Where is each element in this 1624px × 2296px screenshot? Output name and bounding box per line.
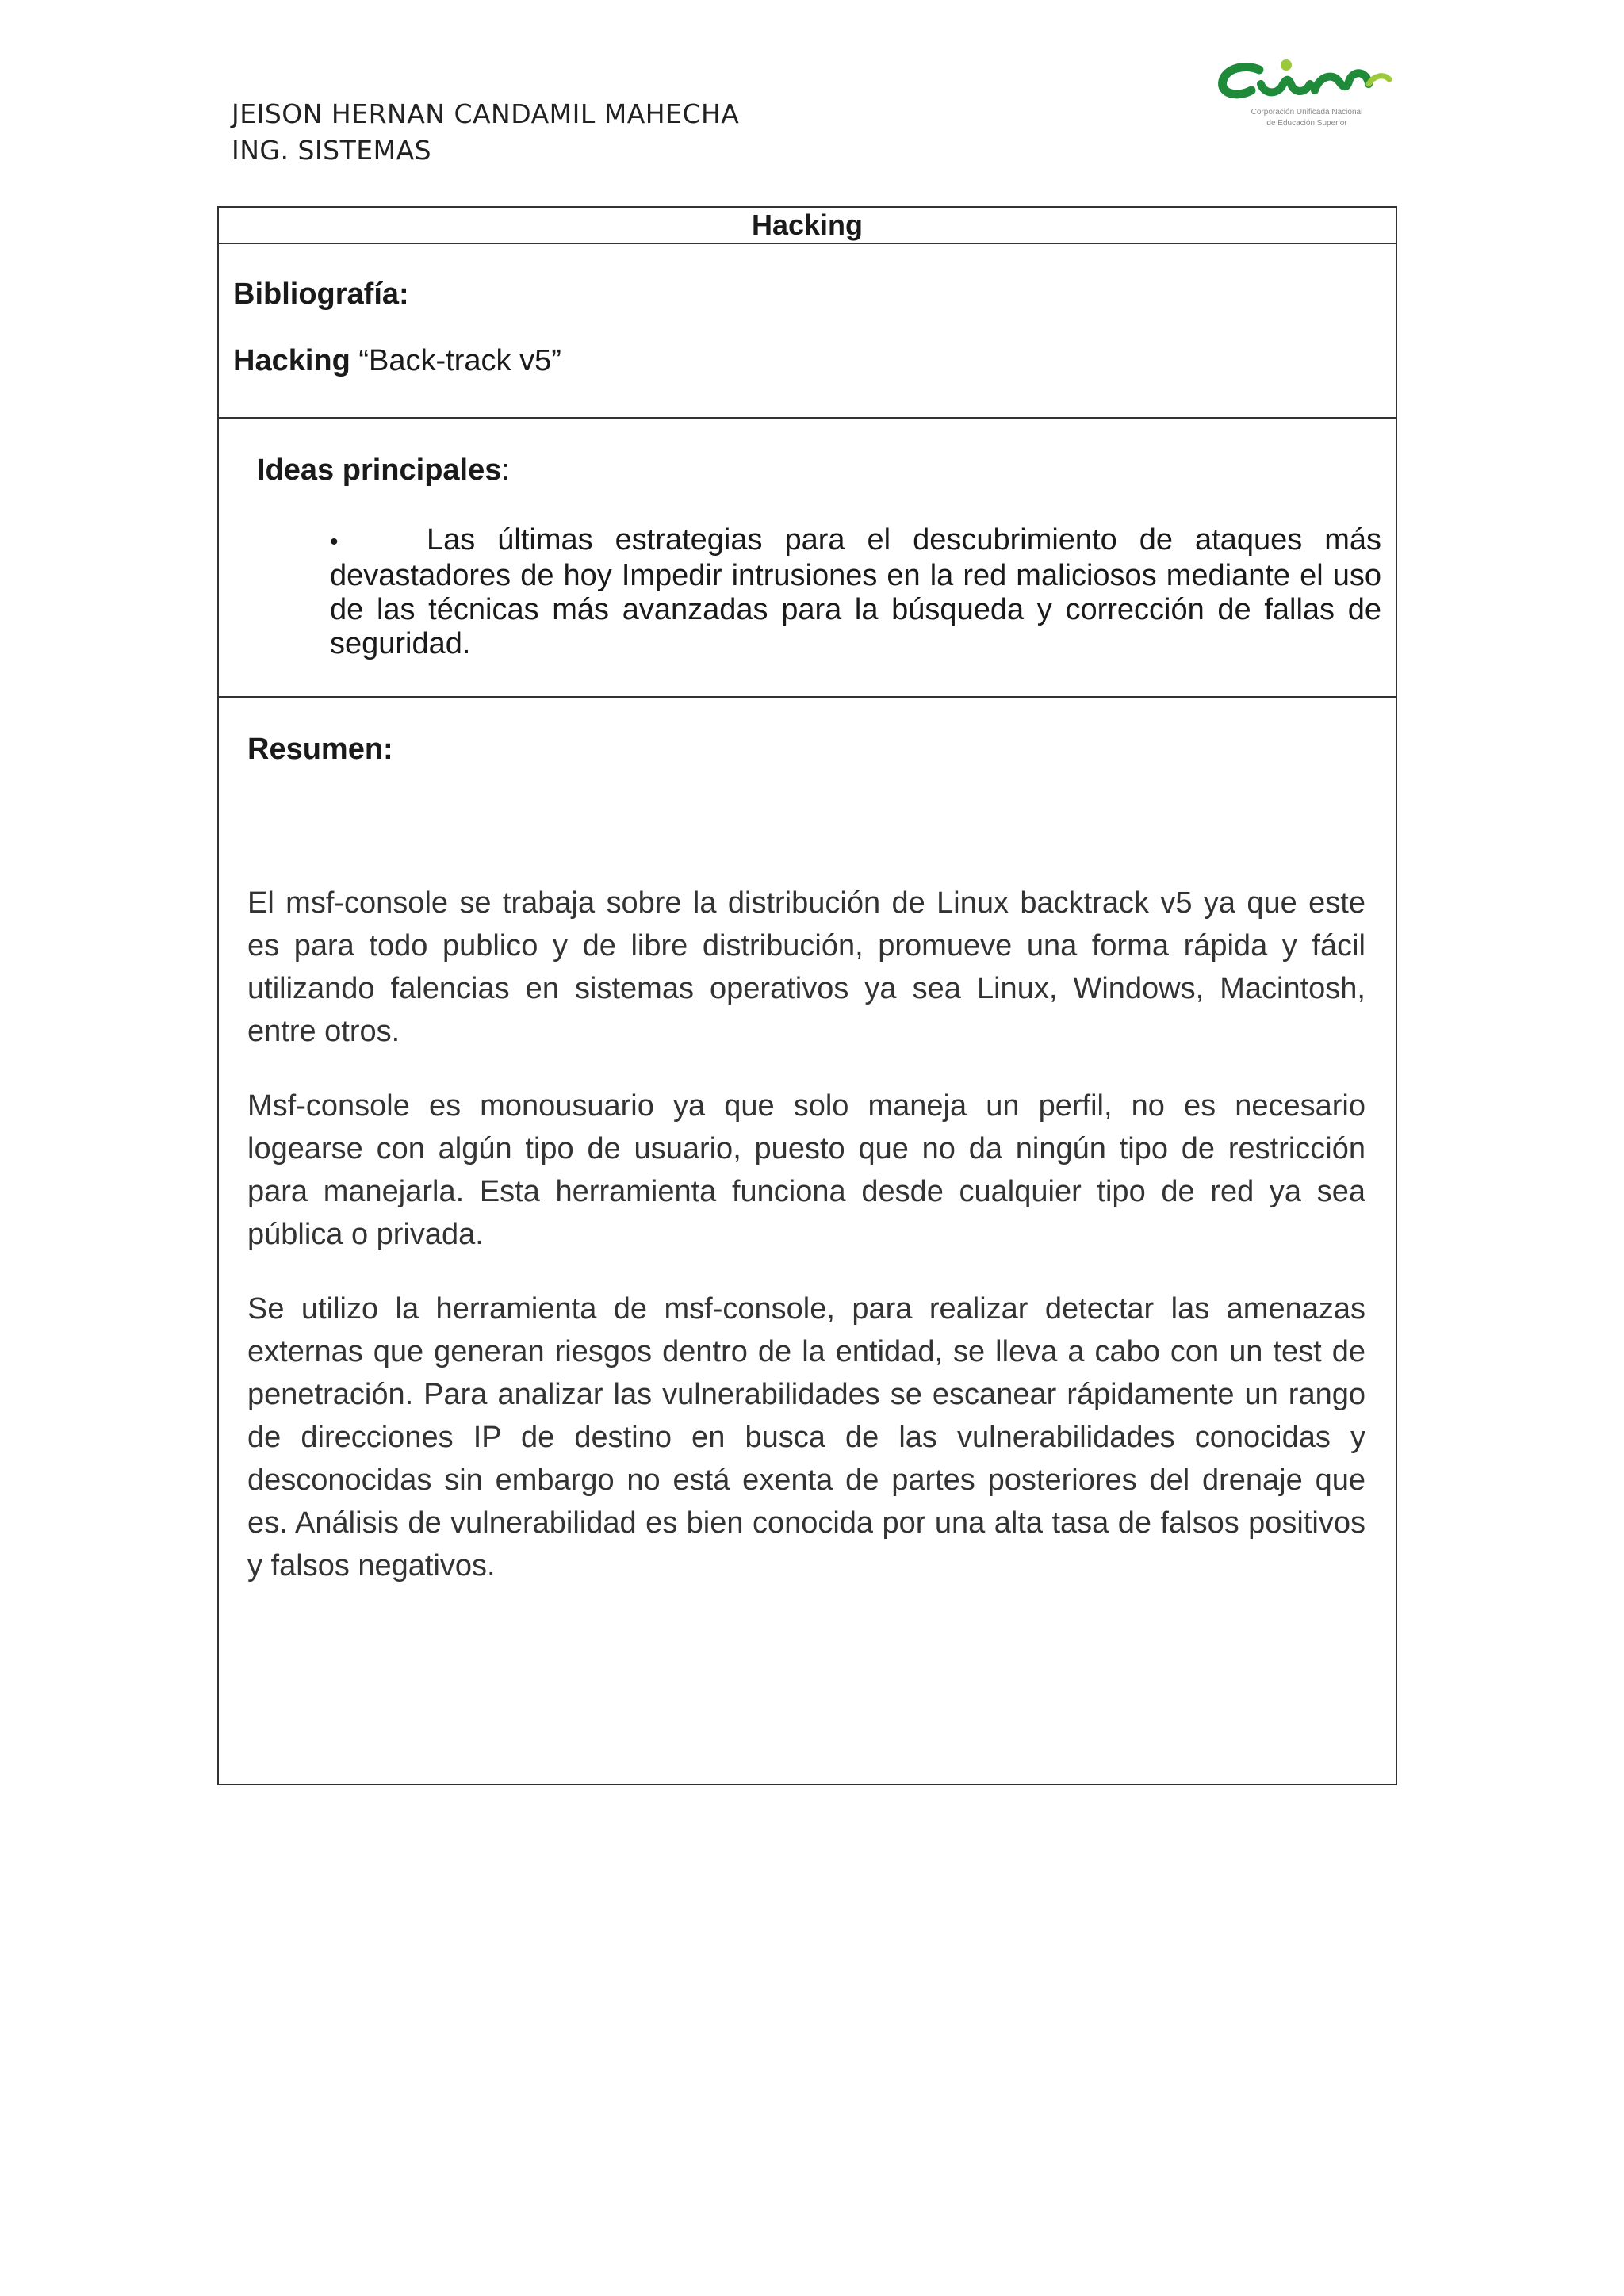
author-name: JEISON HERNAN CANDAMIL MAHECHA <box>232 98 740 129</box>
summary-section <box>219 698 1396 1784</box>
ideas-list-item <box>330 523 1381 661</box>
summary-body <box>247 882 1365 1619</box>
bullet-icon: • <box>330 529 339 555</box>
ideas-label-suffix: : <box>501 453 510 487</box>
summary-label: Resumen: <box>247 733 393 766</box>
cun-logo-mark <box>1213 52 1404 132</box>
table-title: Hacking <box>751 209 864 241</box>
bibliography-entry <box>233 344 561 378</box>
summary-paragraph: El msf-console se trabaja sobre la distribución de Linux backtrack v5 ya que este es para todo publico y de libre distribución, promueve una forma rápida y fácil utilizando falencias en sistemas operativos ya sea Linux, Windows, Macintosh, entre otros. <box>247 886 1365 1048</box>
bibliography-label: Bibliografía: <box>233 277 409 311</box>
logo-caption-line1: Corporación Unificada Nacional <box>1251 108 1363 117</box>
author-role: ING. SISTEMAS <box>232 135 432 166</box>
summary-paragraph: Msf-console es monousuario ya que solo maneja un perfil, no es necesario logearse con algún tipo de usuario, puesto que no da ningún tipo de restricción para manejarla. Esta herramienta funciona desde cualquier tipo de red ya sea pública o privada. <box>247 1089 1365 1251</box>
ideas-label-bold: Ideas principales <box>257 453 502 487</box>
cun-logo <box>1213 52 1404 132</box>
logo-caption-line2: de Educación Superior <box>1266 119 1347 128</box>
ideas-section <box>219 419 1396 698</box>
ideas-item-text: Las últimas estrategias para el descubrimiento de ataques más devastadores de hoy Impedir intrusiones en la red maliciosos mediante el uso de las técnicas más avanzadas para la búsqueda y corrección de fallas de seguridad. <box>330 523 1381 660</box>
document-table <box>217 206 1397 1785</box>
ideas-label <box>257 453 510 488</box>
bibliography-entry-rest: “Back-track v5” <box>350 344 561 377</box>
bibliography-section <box>219 244 1396 419</box>
summary-paragraph: Se utilizo la herramienta de msf-console, para realizar detectar las amenazas externas que generan riesgos dentro de la entidad, se lleva a cabo con un test de penetración. Para analizar las vulnerabilidades se escanear rápidamente un rango de direcciones IP de destino en busca de las vulnerabilidades conocidas y desconocidas sin embargo no está exenta de partes posteriores del drenaje que es. Análisis de vulnerabilidad es bien conocida por una alta tasa de falsos positivos y falsos negativos. <box>247 1292 1365 1582</box>
table-title-row <box>219 208 1396 244</box>
bibliography-entry-bold: Hacking <box>233 344 350 377</box>
